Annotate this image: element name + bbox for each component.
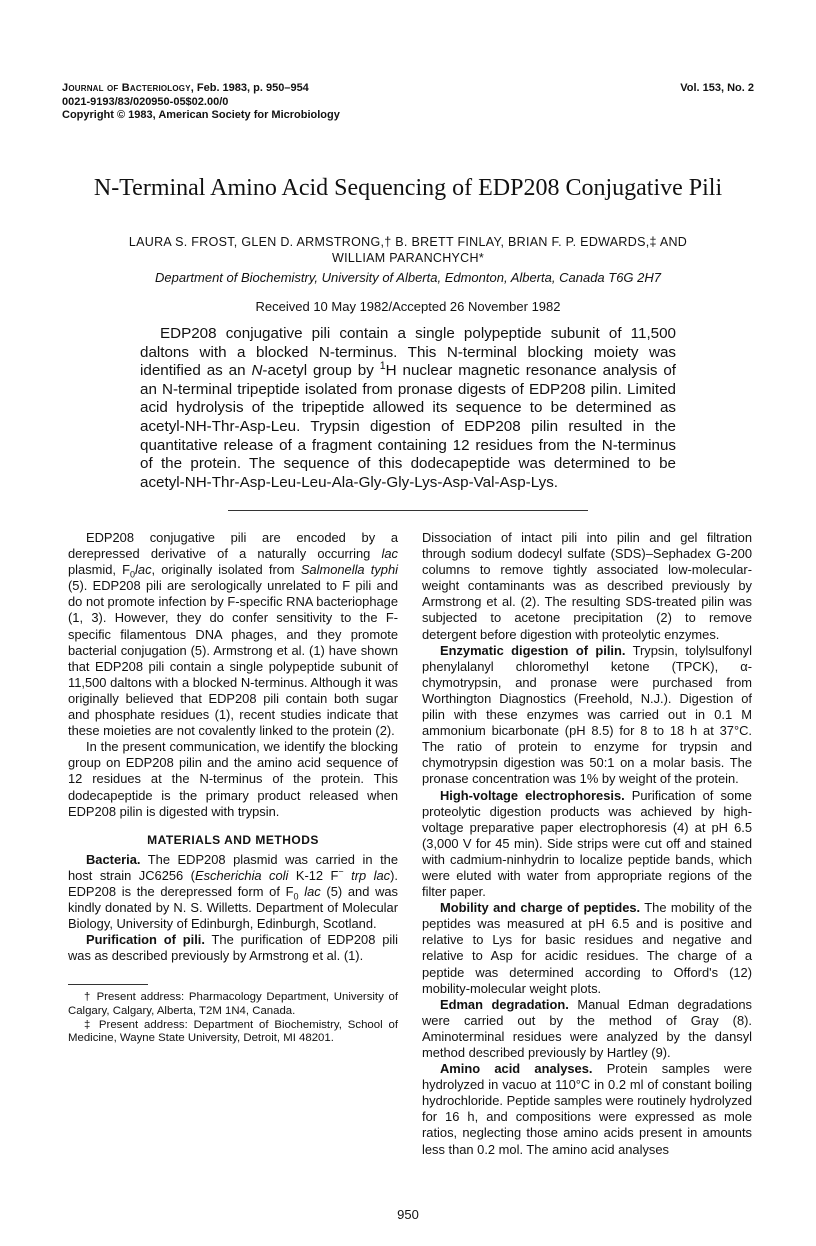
affiliation: Department of Biochemistry, University of Alberta, Edmonton, Alberta, Canada T6G 2H7: [154, 270, 662, 285]
bacteria-paragraph: Bacteria. The EDP208 plasmid was carried in the host strain JC6256 (Escherichia coli K-12 F− trp lac). EDP208 is the derepressed form of $F_0$ lac (5) and was kindly donated by N. S. Willetts. Department of Molecular Biology, University of Edinburgh, Edinburgh, Scotland.: [68, 851, 399, 932]
amino-acid-paragraph: Amino acid analyses. Protein samples were hydrolyzed in vacuo at 110°C in 0.2 ml of constant boiling hydrochloride. Peptide samples were routinely hydrolyzed for 16 h, and compositions were expressed as mole ratios, neglecting those amino acids present in amounts less than 0.2 mol. The amino acid analyses: [422, 1061, 752, 1157]
edman-paragraph: Edman degradation. Manual Edman degradations were carried out by the method of Gray (8). Aminoterminal residues were analyzed by the dansyl method described previously by Hartley (9).: [422, 996, 752, 1060]
intro-paragraph-2: In the present communication, we identify the blocking group on EDP208 pilin and the amino acid sequence of 12 residues at the N-terminus of the protein. This dodecapeptide is the primary product released when EDP208 pilin is digested with trypsin.: [68, 739, 398, 819]
copyright-line: Copyright © 1983, American Society for Microbiology: [62, 109, 340, 121]
footnote-2: ‡ Present address: Department of Biochemistry, School of Medicine, Wayne State University, Detroit, MI 48201.: [68, 1018, 398, 1045]
received-dates: Received 10 May 1982/Accepted 26 November 1982: [255, 299, 561, 314]
journal-header: [62, 82, 462, 123]
volume-number: Vol. 153, No. 2: [680, 82, 754, 94]
electrophoresis-paragraph: High-voltage electrophoresis. Purification of some proteolytic digestion products was achieved by high-voltage preparative paper electrophoresis (4) at pH 6.5 (3,000 V for 45 min). Side strips were cut off and stained with cadmium-ninhydrin to localize peptide bands, which were eluted with water from appropriate regions of the filter paper.: [422, 787, 752, 900]
abstract: EDP208 conjugative pili contain a single polypeptide subunit of 11,500 daltons with a blocked N-terminus. This N-terminal blocking moiety was identified as an N-acetyl group by $^1$H nuclear magnetic resonance analysis of an N-terminal tripeptide isolated from pronase digests of EDP208 pilin. Limited acid hydrolysis of the tripeptide allowed its sequence to be determined as acetyl-NH-Thr-Asp-Leu. Trypsin digestion of EDP208 pilin resulted in the quantitative release of a fragment containing 12 residues from the N-terminus of the protein. The sequence of this dodecapeptide was determined to be acetyl-NH-Thr-Asp-Leu-Leu-Ala-Gly-Gly-Lys-Asp-Val-Asp-Lys.: [140, 325, 676, 491]
mobility-paragraph: Mobility and charge of peptides. The mobility of the peptides was measured at pH 6.5 and is positive and relative to Lys for basic residues and negative and relative to Asp for acidic residues. The charge of a peptide was determined according to Offord's (12) mobility-molecular weight plots.: [422, 900, 752, 996]
dissociation-paragraph: Dissociation of intact pili into pilin and gel filtration through sodium dodecyl sulfate (SDS)–Sephadex G-200 columns to remove tightly associated low-molecular-weight contaminants was as described previously by Armstrong et al. (2). The resulting SDS-treated pilin was subjected to acetone precipitation (2) to remove detergent before digestion with proteolytic enzymes.: [422, 530, 752, 642]
article-title: N-Terminal Amino Acid Sequencing of EDP208 Conjugative Pili: [93, 175, 723, 202]
footnote-divider: [68, 984, 148, 985]
methods-heading: MATERIALS AND METHODS: [147, 832, 319, 847]
footnote-1: † Present address: Pharmacology Department, University of Calgary, Calgary, Alberta, T2M 1N4, Canada.: [68, 991, 398, 1018]
enzymatic-digestion-paragraph: Enzymatic digestion of pilin. Trypsin, tolylsulfonyl phenylalanyl chloromethyl ketone (TPCK), α-chymotrypsin, and pronase were purchased from Worthington Diagnostics (Freehold, N.J.). Digestion of pilin with these enzymes was carried out in 0.1 M ammonium bicarbonate (pH 8.5) for 8 to 18 h at 37°C. The ratio of protein to enzyme for trypsin and chymotrypsin digestion was 50:1 on a molar basis. The pronase concentration was 1% by weight of the protein.: [422, 642, 752, 787]
journal-code: 0021-9193/83/020950-05$02.00/0: [62, 95, 229, 108]
author-list: LAURA S. FROST, GLEN D. ARMSTRONG,† B. BRETT FINLAY, BRIAN F. P. EDWARDS,‡ AND WILLIAM PARANCHYCH*: [128, 235, 688, 265]
section-divider: [228, 510, 588, 511]
intro-paragraph-1: EDP208 conjugative pili are encoded by a derepressed derivative of a naturally occurring lac plasmid, $F_0lac$, originally isolated from Salmonella typhi (5). EDP208 pili are serologically unrelated to F pili and do not promote infection by F-specific RNA bacteriophage (1, 3). However, they do confer sensitivity to the F-specific filamentous DNA phages, and they promote bacterial conjugation (5). Armstrong et al. (1) have shown that EDP208 pili contain a single polypeptide subunit of 11,500 daltons with a blocked N-terminus. Although it was originally believed that EDP208 pili contain both sugar and phosphate residues (1), recent studies indicate that these moieties are not covalently linked to the protein (2).: [68, 530, 398, 739]
right-column: [422, 530, 752, 1158]
left-column: [68, 530, 398, 1046]
purification-paragraph: Purification of pili. The purification of EDP208 pili was as described previously by Armstrong et al. (1).: [68, 932, 398, 964]
journal-citation: Journal of Bacteriology, Feb. 1983, p. 950–954: [62, 82, 309, 94]
page-number: 950: [397, 1207, 419, 1222]
